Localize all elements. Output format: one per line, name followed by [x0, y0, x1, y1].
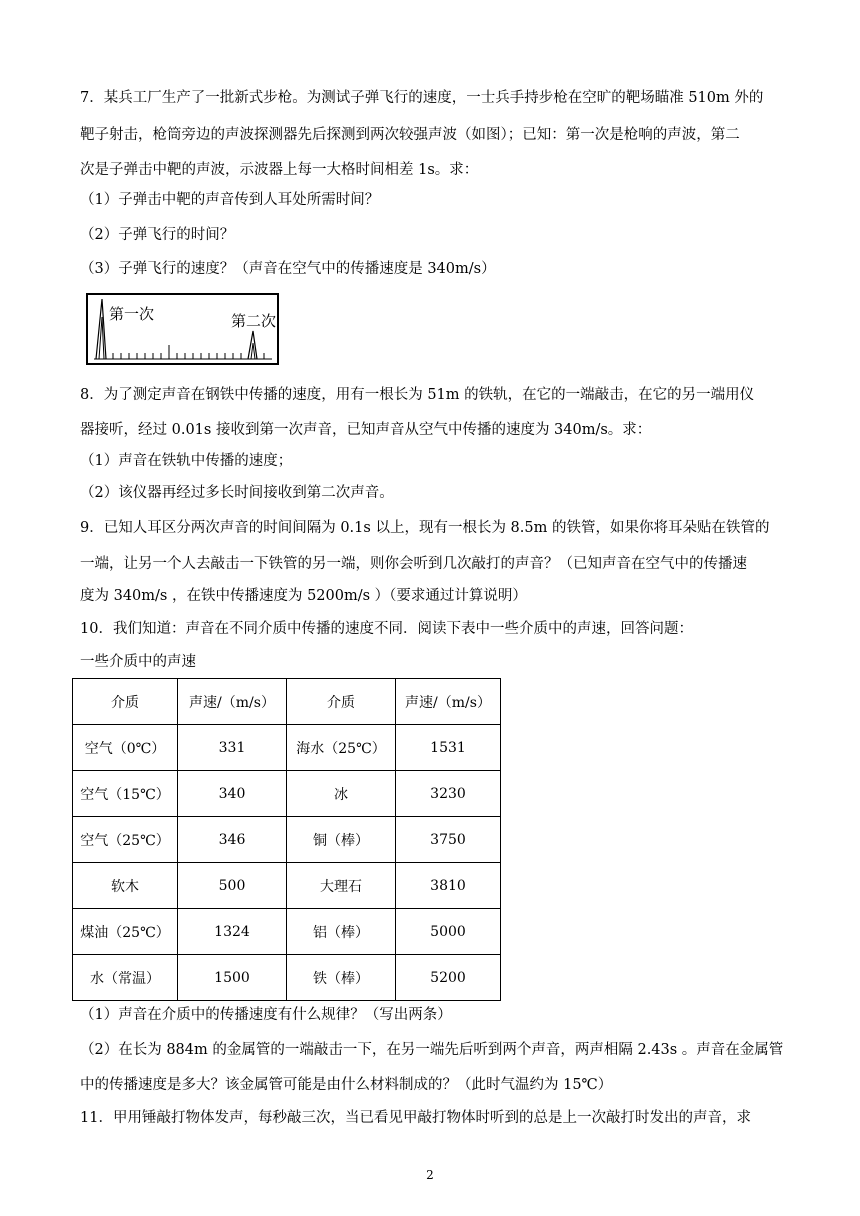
- table-cell: 空气（15℃）: [73, 771, 178, 817]
- q9-text-line-3: 度为 340m/s ，在铁中传播速度为 5200m/s ）（要求通过计算说明）: [80, 588, 527, 604]
- q9-text-line-1: 9．已知人耳区分两次声音的时间间隔为 0.1s 以上，现有一根长为 8.5m 的铁管，如果你将耳朵贴在铁管的: [80, 520, 770, 536]
- table-cell: 冰: [287, 771, 396, 817]
- table-cell: 331: [178, 725, 287, 771]
- q8-text-line-1: 8．为了测定声音在钢铁中传播的速度，用有一根长为 51m 的铁轨，在它的一端敲击，在它的另一端用仪: [80, 387, 755, 403]
- table-cell: 3750: [396, 817, 501, 863]
- q11-text-line-1: 11．甲用锤敲打物体发声，每秒敲三次，当已看见甲敲打物体时听到的总是上一次敲打时发出的声音，求: [80, 1110, 751, 1126]
- table-cell: 5000: [396, 909, 501, 955]
- q7-subquestion-1: （1）子弹击中靶的声音传到人耳处所需时间？: [80, 192, 380, 208]
- q7-subquestion-3: （3）子弹飞行的速度？（声音在空气中的传播速度是 340m/s）: [80, 261, 496, 277]
- table-cell: 软木: [73, 863, 178, 909]
- q7-text-line-1: 7．某兵工厂生产了一批新式步枪。为测试子弹飞行的速度，一士兵手持步枪在空旷的靶场瞄准 510m 外的: [80, 90, 764, 106]
- q8-subquestion-2: （2）该仪器再经过多长时间接收到第二次声音。: [80, 485, 394, 501]
- table-cell: 水（常温）: [73, 955, 178, 1001]
- table-cell: 海水（25℃）: [287, 725, 396, 771]
- table-cell: 340: [178, 771, 287, 817]
- table-cell: 1324: [178, 909, 287, 955]
- oscilloscope-figure: [86, 293, 279, 365]
- first-sound-label: 第一次: [109, 306, 155, 323]
- table-cell: 500: [178, 863, 287, 909]
- table-cell: 空气（25℃）: [73, 817, 178, 863]
- table-row: [73, 817, 501, 863]
- table-cell: 1500: [178, 955, 287, 1001]
- q7-text-line-3: 次是子弹击中靶的声波，示波器上每一大格时间相差 1s。求：: [80, 162, 479, 178]
- q8-text-line-2: 器接听，经过 0.01s 接收到第一次声音，已知声音从空气中传播的速度为 340m/s。求：: [80, 422, 652, 438]
- table-cell: 煤油（25℃）: [73, 909, 178, 955]
- q10-subquestion-2-line-2: 中的传播速度是多大？该金属管可能是由什么材料制成的？（此时气温约为 15℃）: [80, 1077, 613, 1093]
- table-cell: 1531: [396, 725, 501, 771]
- table-header-cell: 介质: [73, 679, 178, 725]
- table-header-row: [73, 679, 501, 725]
- sound-speed-table-body: [73, 679, 501, 1001]
- q7-text-line-2: 靶子射击，枪筒旁边的声波探测器先后探测到两次较强声波（如图）；已知：第一次是枪响的声波，第二: [80, 127, 740, 143]
- q10-subquestion-1: （1）声音在介质中的传播速度有什么规律？（写出两条）: [80, 1007, 452, 1023]
- q8-subquestion-1: （1）声音在铁轨中传播的速度；: [80, 453, 293, 469]
- table-cell: 空气（0℃）: [73, 725, 178, 771]
- table-header-cell: 介质: [287, 679, 396, 725]
- table-cell: 5200: [396, 955, 501, 1001]
- table-cell: 铜（棒）: [287, 817, 396, 863]
- table-row: [73, 909, 501, 955]
- page-number: 2: [426, 1168, 434, 1182]
- table-row: [73, 771, 501, 817]
- table-cell: 3810: [396, 863, 501, 909]
- table-cell: 大理石: [287, 863, 396, 909]
- table-cell: 3230: [396, 771, 501, 817]
- table-row: [73, 863, 501, 909]
- table-row: [73, 725, 501, 771]
- q9-text-line-2: 一端，让另一个人去敲击一下铁管的另一端，则你会听到几次敲打的声音？（已知声音在空气中的传播速: [80, 556, 747, 572]
- table-row: [73, 955, 501, 1001]
- table-header-cell: 声速/（m/s）: [178, 679, 287, 725]
- table-cell: 346: [178, 817, 287, 863]
- table-header-cell: 声速/（m/s）: [396, 679, 501, 725]
- q7-subquestion-2: （2）子弹飞行的时间？: [80, 227, 235, 243]
- second-sound-label: 第二次: [231, 313, 277, 330]
- q10-text-line-1: 10．我们知道：声音在不同介质中传播的速度不同．阅读下表中一些介质中的声速，回答问题：: [80, 621, 693, 637]
- q10-table-caption: 一些介质中的声速: [80, 654, 196, 670]
- table-cell: 铝（棒）: [287, 909, 396, 955]
- q10-subquestion-2-line-1: （2）在长为 884m 的金属管的一端敲击一下，在另一端先后听到两个声音，两声相隔 2.43s 。声音在金属管: [80, 1042, 784, 1058]
- sound-speed-table: [72, 678, 501, 1001]
- table-cell: 铁（棒）: [287, 955, 396, 1001]
